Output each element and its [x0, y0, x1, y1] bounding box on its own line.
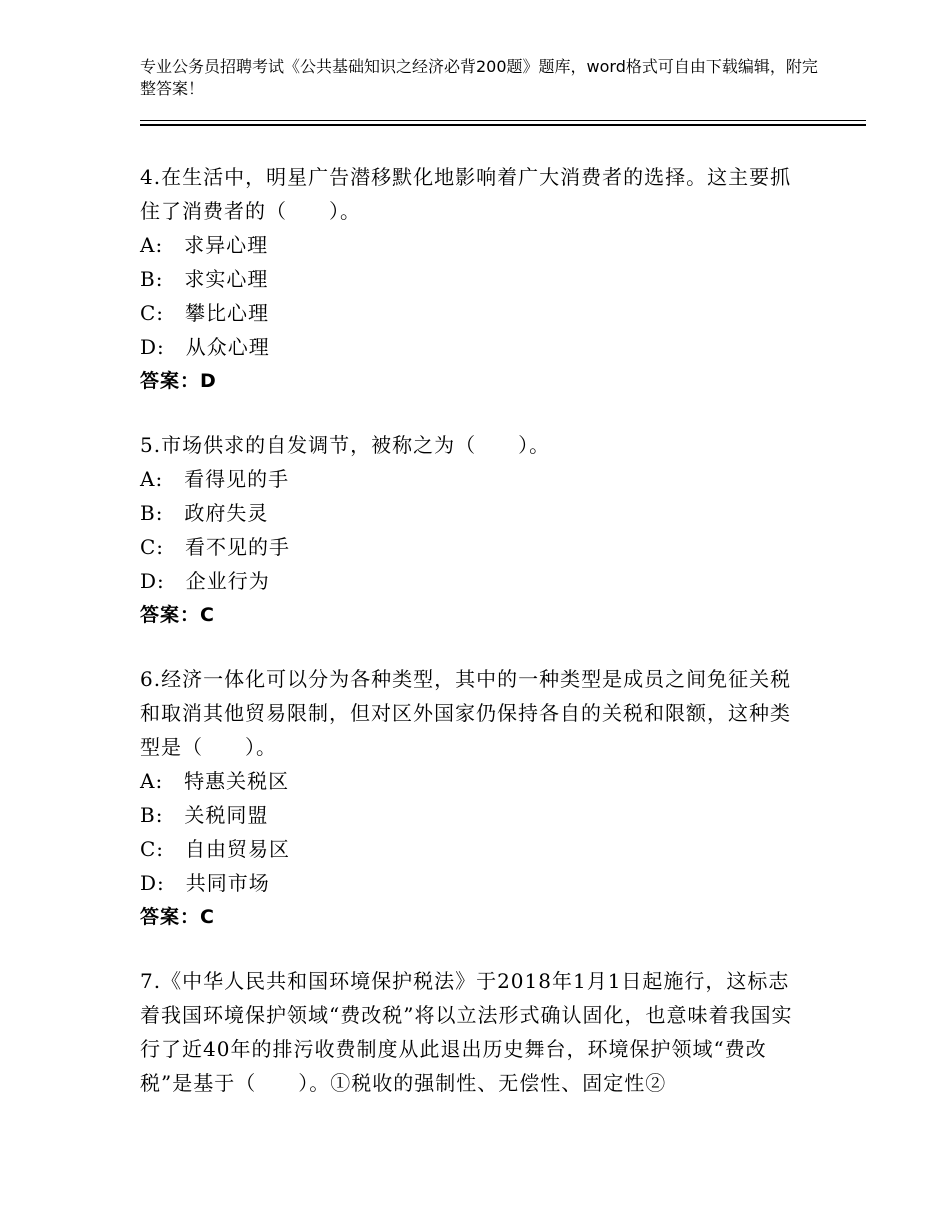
answer: 答案：C: [140, 906, 215, 928]
question-stem: 7.《中华人民共和国环境保护税法》于2018年1月1日起施行，这标志着我国环境保护领域“费改税”将以立法形式确认固化，也意味着我国实行了近40年的排污收费制度从此退出历史舞台，环境保护领域“费改税”是基于（ ）。①税收的强制性、无偿性、固定性②: [140, 969, 793, 1095]
page-header: 专业公务员招聘考试《公共基础知识之经济必背200题》题库，word格式可自由下载编辑，附完整答案！: [140, 57, 818, 98]
question-7: [140, 964, 808, 1100]
header-divider-thick: [140, 124, 866, 126]
option-b: B: 求实心理: [140, 267, 269, 291]
option-c: C: 自由贸易区: [140, 837, 291, 861]
option-d: D: 共同市场: [140, 871, 270, 895]
option-a: A: 特惠关税区: [140, 769, 290, 793]
answer: 答案：C: [140, 604, 215, 626]
answer: 答案：D: [140, 370, 217, 392]
question-stem: 6.经济一体化可以分为各种类型，其中的一种类型是成员之间免征关税和取消其他贸易限制，但对区外国家仍保持各自的关税和限额，这种类型是（ ）。: [140, 667, 792, 759]
option-b: B: 关税同盟: [140, 803, 269, 827]
option-a: A: 求异心理: [140, 233, 269, 257]
question-stem: 5.市场供求的自发调节，被称之为（ ）。: [140, 433, 551, 457]
option-c: C: 攀比心理: [140, 301, 270, 325]
question-5: [140, 428, 808, 632]
question-4: [140, 160, 808, 398]
question-list: [140, 160, 808, 1130]
option-a: A: 看得见的手: [140, 467, 290, 491]
question-stem: 4.在生活中，明星广告潜移默化地影响着广大消费者的选择。这主要抓住了消费者的（ ）。: [140, 165, 792, 223]
option-d: D: 企业行为: [140, 569, 270, 593]
option-d: D: 从众心理: [140, 335, 270, 359]
option-c: C: 看不见的手: [140, 535, 291, 559]
option-b: B: 政府失灵: [140, 501, 269, 525]
header-divider: [140, 120, 866, 121]
question-6: [140, 662, 808, 934]
